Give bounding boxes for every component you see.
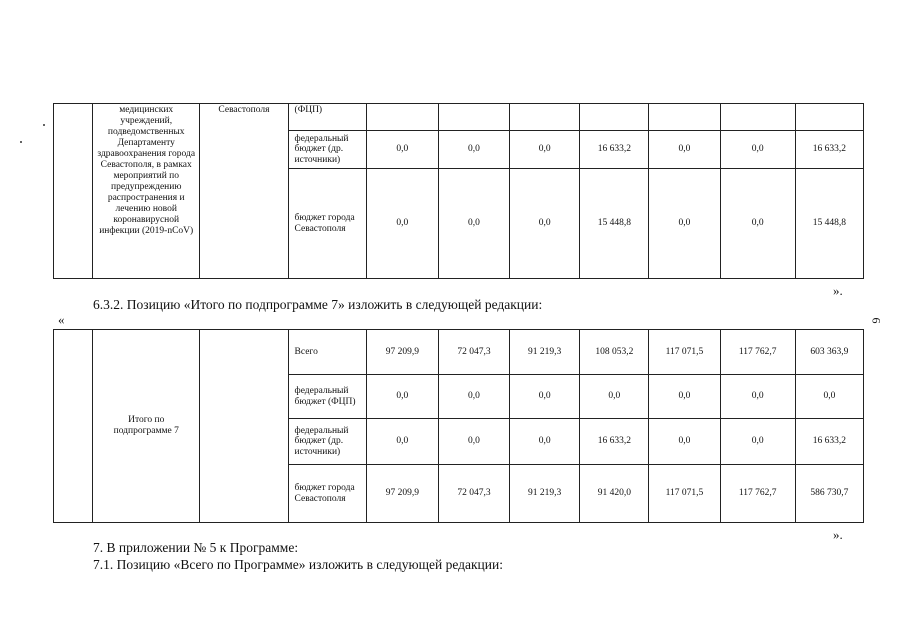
table-continuation [53, 103, 864, 279]
funding-source-label: Всего [288, 330, 366, 375]
value-cell: 97 209,9 [366, 465, 438, 523]
value-cell: 91 420,0 [580, 465, 649, 523]
value-cell: 0,0 [438, 169, 509, 279]
row-number-cell [54, 330, 93, 523]
value-cell: 72 047,3 [438, 330, 509, 375]
subprogram-name-cell: Итого по подпрограмме 7 [93, 330, 200, 523]
value-cell: 0,0 [366, 419, 438, 465]
funding-source-label: (ФЦП) [288, 104, 366, 131]
value-cell: 0,0 [438, 419, 509, 465]
value-cell: 0,0 [720, 375, 795, 419]
closing-quote: ». [833, 527, 843, 542]
funding-source-label: бюджет города Севастополя [288, 465, 366, 523]
value-cell [366, 104, 438, 131]
value-cell: 16 633,2 [580, 419, 649, 465]
value-cell: 0,0 [649, 131, 720, 169]
value-cell: 0,0 [510, 169, 580, 279]
value-cell [510, 104, 580, 131]
value-cell: 586 730,7 [795, 465, 863, 523]
value-cell: 117 762,7 [720, 465, 795, 523]
value-cell: 0,0 [795, 375, 863, 419]
value-cell: 91 219,3 [510, 330, 580, 375]
value-cell: 16 633,2 [795, 419, 863, 465]
value-cell: 0,0 [438, 131, 509, 169]
value-cell [720, 104, 795, 131]
value-cell: 16 633,2 [795, 131, 863, 169]
funding-source-label: федеральный бюджет (др. источники) [288, 131, 366, 169]
value-cell: 0,0 [720, 419, 795, 465]
value-cell: 0,0 [366, 375, 438, 419]
value-cell: 91 219,3 [510, 465, 580, 523]
value-cell: 0,0 [510, 419, 580, 465]
scan-speck [20, 141, 22, 143]
value-cell: 0,0 [366, 131, 438, 169]
value-cell: 117 071,5 [649, 330, 720, 375]
closing-quote: ». [833, 283, 843, 298]
funding-source-label: федеральный бюджет (др. источники) [288, 419, 366, 465]
paragraph-7-1: 7.1. Позицию «Всего по Программе» изложить в следующей редакции: [93, 557, 503, 572]
value-cell: 0,0 [438, 375, 509, 419]
value-cell: 15 448,8 [580, 169, 649, 279]
value-cell: 0,0 [720, 169, 795, 279]
value-cell: 108 053,2 [580, 330, 649, 375]
value-cell: 0,0 [649, 169, 720, 279]
value-cell: 0,0 [649, 375, 720, 419]
value-cell: 117 762,7 [720, 330, 795, 375]
table-subprogram-total [53, 329, 864, 523]
value-cell: 117 071,5 [649, 465, 720, 523]
value-cell: 0,0 [580, 375, 649, 419]
value-cell [580, 104, 649, 131]
value-cell: 72 047,3 [438, 465, 509, 523]
paragraph-7: 7. В приложении № 5 к Программе: [93, 540, 299, 555]
value-cell: 0,0 [510, 131, 580, 169]
value-cell: 0,0 [366, 169, 438, 279]
value-cell: 15 448,8 [795, 169, 863, 279]
executor-cell [200, 330, 288, 523]
value-cell [438, 104, 509, 131]
value-cell: 0,0 [510, 375, 580, 419]
value-cell: 16 633,2 [580, 131, 649, 169]
funding-source-label: федеральный бюджет (ФЦП) [288, 375, 366, 419]
paragraph-6-3-2: 6.3.2. Позицию «Итого по подпрограмме 7» изложить в следующей редакции: [93, 297, 543, 312]
value-cell: 97 209,9 [366, 330, 438, 375]
value-cell: 603 363,9 [795, 330, 863, 375]
executor-cell: Севастополя [200, 104, 288, 279]
value-cell: 0,0 [649, 419, 720, 465]
row-number-cell [54, 104, 93, 279]
value-cell: 0,0 [720, 131, 795, 169]
page-number: 6 [869, 317, 884, 324]
value-cell [795, 104, 863, 131]
opening-quote: « [58, 312, 65, 327]
value-cell [649, 104, 720, 131]
scan-speck [43, 124, 45, 126]
activity-name-cell: медицинских учреждений, подведомственных Департаменту здравоохранения города Севастополя, в рамках мероприятий по предупреждению распространения и лечению новой коронавирусной инфекции (2019-nCoV) [93, 104, 200, 279]
funding-source-label: бюджет города Севастополя [288, 169, 366, 279]
